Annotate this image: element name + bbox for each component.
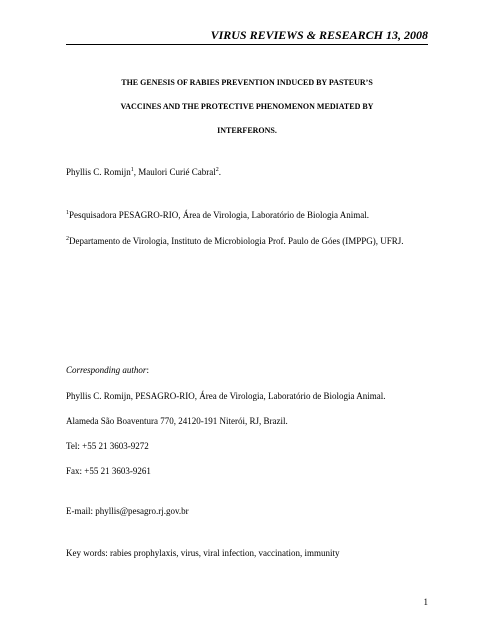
affiliation-2	[66, 236, 428, 247]
corresponding-author-name: Phyllis C. Romijn, PESAGRO-RIO, Área de Virologia, Laboratório de Biologia Animal.	[66, 391, 386, 401]
affiliation-1	[66, 210, 428, 221]
telephone: Tel: +55 21 3603-9272	[66, 441, 149, 451]
affiliation-1-mark: 1	[66, 210, 69, 216]
affiliation-2-text: Departamento de Virologia, Instituto de Microbiologia Prof. Paulo de Góes (IMPPG), UFRJ.	[69, 236, 404, 246]
email: E-mail: phyllis@pesagro.rj.gov.br	[66, 506, 189, 516]
authors-end: .	[218, 167, 222, 177]
author-separator: ,	[133, 167, 139, 177]
journal-header: VIRUS REVIEWS & RESEARCH 13, 2008	[66, 28, 428, 45]
author-2: Maulori Curié Cabral	[138, 167, 216, 177]
keywords: Key words: rabies prophylaxis, virus, viral infection, vaccination, immunity	[66, 548, 340, 558]
title-line-1: THE GENESIS OF RABIES PREVENTION INDUCED BY PASTEUR’S	[121, 78, 373, 87]
corresponding-author-address: Alameda São Boaventura 770, 24120-191 Niterói, RJ, Brazil.	[66, 416, 288, 426]
affiliation-1-text: Pesquisadora PESAGRO-RIO, Área de Virologia, Laboratório de Biologia Animal.	[69, 210, 369, 220]
authors-line	[66, 167, 428, 178]
page-number: 1	[423, 597, 428, 607]
title-line-3: INTERFERONS.	[217, 126, 277, 135]
corresponding-author-heading	[66, 365, 428, 376]
fax: Fax: +55 21 3603-9261	[66, 466, 151, 476]
corresponding-author-label: Corresponding author	[66, 365, 147, 375]
corresponding-author-colon: :	[146, 365, 149, 375]
affiliation-2-mark: 2	[66, 236, 69, 242]
author-1: Phyllis C. Romijn	[66, 167, 131, 177]
title-line-2: VACCINES AND THE PROTECTIVE PHENOMENON MEDIATED BY	[120, 102, 374, 111]
author-2-affiliation-mark: 2	[215, 167, 219, 173]
author-1-affiliation-mark: 1	[130, 167, 134, 173]
